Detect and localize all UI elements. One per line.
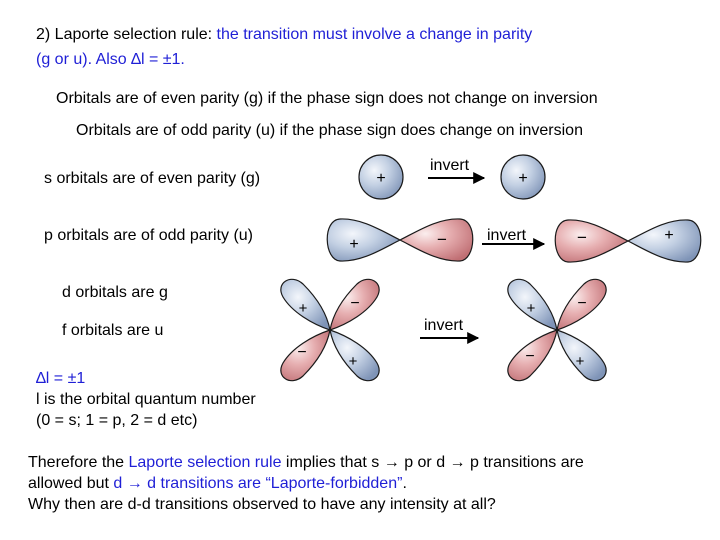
- s-before-sign: +: [376, 170, 386, 187]
- d-orbital-before: [281, 279, 379, 380]
- heading-prefix: 2) Laporte selection rule:: [36, 26, 217, 43]
- d-before-sign-bottom-left: −: [297, 344, 307, 361]
- laporte-forbidden-highlight: d → d transitions are “Laporte-forbidden”: [113, 475, 403, 492]
- p-after-left-sign: −: [577, 228, 587, 247]
- p-before-right-sign: −: [437, 230, 447, 249]
- conclusion-text-4: .: [402, 475, 407, 492]
- definition-even: Orbitals are of even parity (g) if the phase sign does not change on inversion: [56, 90, 598, 107]
- p-after-left-lobe: [555, 220, 628, 262]
- d-orbital-after: [508, 279, 606, 380]
- invert-label-d: invert: [424, 317, 464, 334]
- invert-label-p: invert: [487, 227, 527, 244]
- example-f-orbitals: f orbitals are u: [62, 322, 164, 339]
- d-after-sign-top-right: −: [577, 295, 587, 312]
- conclusion-question: Why then are d-d transitions observed to have any intensity at all?: [28, 496, 496, 513]
- quantum-number-meaning: l is the orbital quantum number: [36, 391, 256, 408]
- example-s-orbitals: s orbitals are of even parity (g): [44, 170, 261, 187]
- d-after-sign-top-left: +: [526, 300, 536, 317]
- p-orbital-before: [327, 219, 473, 261]
- d-before-sign-top-left: +: [298, 300, 308, 317]
- p-after-right-sign: +: [664, 227, 674, 244]
- example-p-orbitals: p orbitals are of odd parity (u): [44, 227, 253, 244]
- d-after-sign-bottom-right: +: [575, 353, 585, 370]
- example-d-orbitals: d orbitals are g: [62, 284, 168, 301]
- laporte-rule-highlight: Laporte selection rule: [128, 454, 282, 471]
- p-before-left-sign: +: [349, 236, 359, 253]
- conclusion-text-3: allowed but: [28, 475, 114, 492]
- heading-line-2: (g or u). Also ∆l = ±1.: [36, 51, 185, 68]
- p-before-left-lobe: [327, 219, 400, 261]
- d-before-sign-bottom-right: +: [348, 353, 358, 370]
- s-after-sign: +: [518, 170, 528, 187]
- p-orbital-after: [555, 220, 701, 262]
- conclusion-text-1: Therefore the: [28, 454, 129, 471]
- d-after-sign-bottom-left: −: [525, 348, 535, 365]
- d-before-sign-top-right: −: [350, 295, 360, 312]
- definition-odd: Orbitals are of odd parity (u) if the phase sign does change on inversion: [76, 122, 583, 139]
- delta-l-rule: ∆l = ±1: [36, 370, 86, 387]
- heading-highlight: the transition must involve a change in parity: [216, 26, 533, 43]
- quantum-number-values: (0 = s; 1 = p, 2 = d etc): [36, 412, 198, 429]
- conclusion-text-2: implies that s → p or d → p transitions are: [281, 454, 584, 471]
- invert-label-s: invert: [430, 157, 470, 174]
